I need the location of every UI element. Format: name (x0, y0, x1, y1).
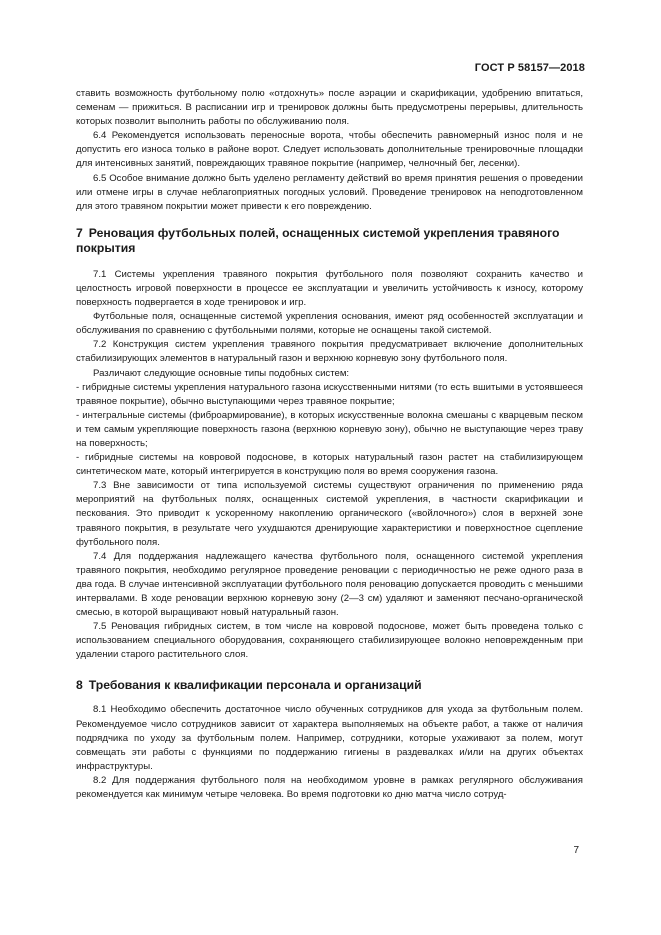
page-number: 7 (573, 845, 579, 856)
paragraph: 7.5 Реновация гибридных систем, в том числе на ковровой подоснове, может быть проведена только с использованием специального оборудования, сохраняющего стабилизирующее волокно неповрежденным при удалении старого растительного слоя. (76, 621, 583, 661)
paragraph: 6.5 Особое внимание должно быть уделено регламенту действий во время принятия решения о проведении или отмене игры в случае неблагоприятных погодных условий. Проведение тренировок на неподготовленном для этого травяном покрытии может привести к его повреждению. (76, 172, 583, 212)
list-item: - гибридные системы укрепления натурального газона искусственными нитями (то есть вшитыми в устоявшееся травяное покрытие), обычно выступающими через травяное покрытие; (76, 381, 583, 407)
section-8-title: Требования к квалификации персонала и организаций (88, 678, 422, 693)
paragraph: 7.2 Конструкция систем укрепления травяного покрытия предусматривает включение дополнительных стабилизирующих элементов в натуральный газон и верхнюю корневую зону футбольного поля. (76, 339, 583, 365)
document-code: ГОСТ Р 58157—2018 (474, 62, 585, 74)
paragraph: 7.3 Вне зависимости от типа используемой системы существуют ограничения по применению ряда мероприятий на футбольных полях, оснащенных системой укрепления, в частности скарификации и пескования. Это приводит к ускоренному накоплению органического («войлочного») слоя в верхней зоне травяного покрытия, в результате чего ухудшаются дренирующие характеристики и поверхностное сцепление футбольного поля. (76, 480, 583, 548)
section-8-heading (76, 678, 583, 693)
paragraph: ставить возможность футбольному полю «отдохнуть» после аэрации и скарификации, удобрению впитаться, семенам — прижиться. В расписании игр и тренировок должны быть предусмотрены перерывы, длительность которых позволит выполнить работы по обслуживанию поля. (76, 88, 583, 128)
list-item: - интегральные системы (фиброармирование), в которых искусственные волокна смешаны с кварцевым песком и тем самым укрепляющие поверхность газона (верхнюю корневую зону), обычно не выступающие через траву на поверхность; (76, 409, 583, 449)
paragraph: 6.4 Рекомендуется использовать переносные ворота, чтобы обеспечить равномерный износ поля и не допустить его износа только в районе ворот. Следует использовать дополнительные тренировочные площадки для интенсивных занятий, повреждающих травяное покрытие (например, челночный бег, лесенки). (76, 130, 583, 170)
section-6-continuation (76, 87, 583, 214)
section-8-number: 8 (76, 678, 83, 693)
section-7-body (76, 268, 583, 663)
paragraph: 7.4 Для поддержания надлежащего качества футбольного поля, оснащенного системой укрепления травяного покрытия, необходимо регулярное проведение реновации с периодичностью не реже одного раза в два года. В случае интенсивной эксплуатации футбольного поля реновацию допускается проводить с меньшими интервалами. В ходе реновации верхнюю корневую зону (2—3 см) удаляют и заменяют песчано-органической смесью, в которой выращивают новый натуральный газон. (76, 550, 583, 619)
section-7-number: 7 (76, 225, 83, 240)
section-7-title: Реновация футбольных полей, оснащенных системой укрепления травяного покрытия (76, 225, 560, 255)
paragraph: 8.2 Для поддержания футбольного поля на необходимом уровне в рамках регулярного обслуживания рекомендуется как минимум четыре человека. Во время подготовки ко дню матча число сотруд- (76, 774, 583, 801)
paragraph: 8.1 Необходимо обеспечить достаточное число обученных сотрудников для ухода за футбольным полем. Рекомендуемое число сотрудников зависит от характера выполняемых на объекте работ, а также от наличия подрядчика по уходу за футбольным полем. Например, сотрудники, которые ухаживают за полем, могут совмещать эти работы с функциями по поддержанию гигиены в раздевалках и/или на других объектах инфраструктуры. (76, 704, 583, 772)
section-7-heading (76, 226, 583, 256)
list-item: - гибридные системы на ковровой подоснове, в которых натуральный газон растет на стабилизирующем синтетическом мате, который интегрируется в конструкцию поля во время сооружения газона. (76, 452, 583, 478)
paragraph: Различают следующие основные типы подобных систем: (93, 367, 350, 379)
page-content (76, 87, 583, 802)
section-8-body (76, 703, 583, 802)
paragraph: Футбольные поля, оснащенные системой укрепления основания, имеют ряд особенностей эксплуатации и обслуживания по сравнению с футбольными полями, которые не оснащены такой системой. (76, 311, 583, 337)
paragraph: 7.1 Системы укрепления травяного покрытия футбольного поля позволяют сохранить качество и целостность игровой поверхности в процессе ее эксплуатации и увеличить устойчивость к износу, которому поверхность подвергается в ходе тренировок и игр. (76, 268, 583, 309)
